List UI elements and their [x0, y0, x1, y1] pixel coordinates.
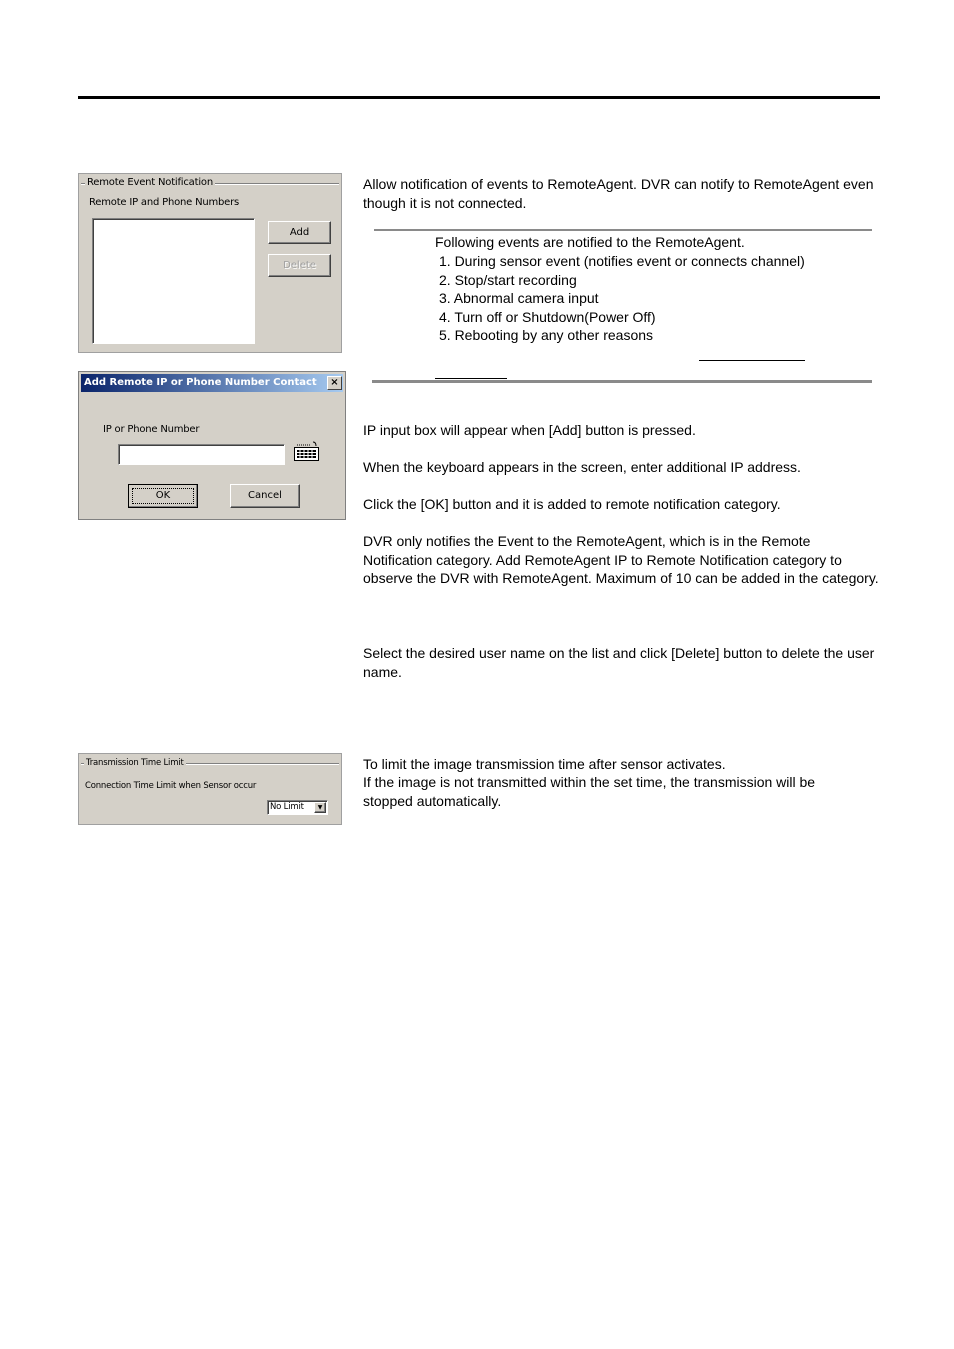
group-title: Transmission Time Limit — [86, 758, 184, 768]
dialog-title: Add Remote IP or Phone Number Contact — [84, 377, 317, 388]
ok-button[interactable]: OK — [128, 484, 198, 508]
ip-input[interactable] — [118, 444, 285, 465]
list-item: 5. Rebooting by any other reasons — [439, 327, 654, 344]
chevron-down-icon[interactable]: ▼ — [314, 802, 326, 813]
dialog-title-bar — [81, 374, 343, 392]
transmission-paragraph-1: To limit the image transmission time after sensor activates. — [363, 756, 726, 772]
delete-paragraph: Select the desired user name on the list and click [Delete] button to delete the user name. — [363, 645, 875, 680]
intro-paragraph: Allow notification of events to RemoteAgent. DVR can notify to RemoteAgent even though it is not connected. — [363, 176, 874, 211]
time-limit-value: No Limit — [270, 802, 304, 812]
underline-mark — [699, 360, 805, 361]
add-paragraph-2: When the keyboard appears in the screen, enter additional IP address. — [363, 459, 801, 475]
list-item: 3. Abnormal camera input — [439, 290, 599, 307]
underline-mark — [435, 378, 507, 379]
add-paragraph-1: IP input box will appear when [Add] button is pressed. — [363, 422, 696, 438]
list-item: 4. Turn off or Shutdown(Power Off) — [439, 308, 656, 325]
remote-event-notification-panel — [78, 173, 342, 353]
event-list — [439, 252, 879, 345]
note-heading: Following events are notified to the RemoteAgent. — [435, 234, 745, 250]
time-limit-select[interactable] — [267, 800, 328, 815]
transmission-time-limit-panel — [78, 753, 342, 825]
header-rule — [78, 96, 880, 99]
add-button[interactable]: Add — [268, 221, 331, 244]
transmission-paragraph-2: If the image is not transmitted within the set time, the transmission will be stopped automatically. — [363, 774, 816, 809]
group-title: Remote Event Notification — [87, 177, 213, 188]
delete-button[interactable]: Delete — [268, 254, 331, 277]
cancel-button[interactable]: Cancel — [230, 484, 300, 508]
remote-ip-list[interactable] — [92, 218, 255, 344]
add-remote-ip-dialog — [78, 371, 346, 520]
add-paragraph-4: DVR only notifies the Event to the RemoteAgent, which is in the Remote Notification category. Add RemoteAgent IP to Remote Notification category to observe the DVR with RemoteAgent. Maximum of 10 can be added in the category. — [363, 533, 879, 587]
note-top-rule — [374, 229, 872, 231]
list-item: 1. During sensor event (notifies event or connects channel) — [439, 253, 805, 269]
ip-field-label: IP or Phone Number — [103, 424, 200, 435]
list-item: 2. Stop/start recording — [439, 271, 577, 288]
keyboard-icon[interactable] — [293, 440, 321, 462]
close-icon[interactable]: × — [327, 376, 342, 390]
add-paragraph-3: Click the [OK] button and it is added to remote notification category. — [363, 496, 781, 512]
connection-time-limit-label: Connection Time Limit when Sensor occur — [85, 781, 257, 791]
note-bottom-rule — [372, 380, 872, 383]
ok-focus-rect — [132, 488, 194, 504]
list-label: Remote IP and Phone Numbers — [89, 197, 240, 208]
